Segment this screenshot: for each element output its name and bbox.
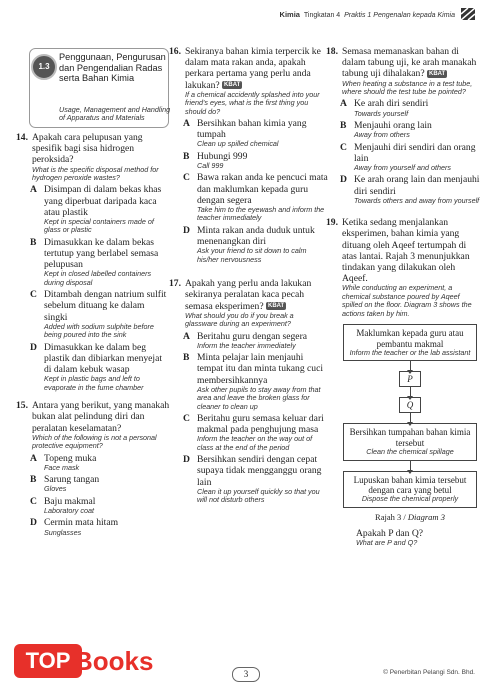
option-text: Disimpan di dalam bekas khas yang diperbuat daripada kaca atau plastik bbox=[44, 184, 162, 218]
question-number: 19. bbox=[326, 217, 338, 229]
option-letter: C bbox=[30, 289, 37, 301]
question-translation: Which of the following is not a personal protective equipment? bbox=[32, 432, 157, 451]
diagram-box-q: Q bbox=[399, 397, 421, 413]
question-18 bbox=[326, 46, 480, 205]
option-text: Beritahu guru dengan segera bbox=[197, 330, 308, 342]
option-letter: A bbox=[30, 452, 37, 464]
section-title: Penggunaan, Pengurusan dan Pengendalian Radas serta Bahan Kimia bbox=[59, 52, 166, 83]
question-text-body: Sekiranya bahan kimia terpercik ke dalam mata rakan anda, apakah perkara pertama yang perlu anda lakukan? bbox=[185, 46, 321, 91]
option-a[interactable] bbox=[183, 331, 328, 351]
option-c[interactable] bbox=[183, 172, 328, 222]
caption-en: Diagram 3 bbox=[407, 511, 445, 522]
option-c[interactable] bbox=[340, 142, 480, 173]
option-text: Ke arah orang lain dan menjauhi diri sendiri bbox=[354, 174, 480, 197]
question-translation: When heating a substance in a test tube, where should the test tube be pointed? bbox=[342, 78, 473, 97]
question-15 bbox=[16, 400, 170, 537]
step-text: Bersihkan tumpahan bahan kimia tersebut bbox=[349, 427, 471, 448]
option-a[interactable] bbox=[30, 453, 170, 473]
option-text: Minta pelajar lain menjauhi tempat itu dan minta tukang cuci membersihkannya bbox=[197, 352, 324, 386]
option-text: Sarung tangan bbox=[44, 474, 100, 486]
option-text: Bawa rakan anda ke pencuci mata dan maklumkan kepada guru dengan segera bbox=[197, 172, 328, 206]
option-translation: Gloves bbox=[44, 484, 67, 494]
option-text: Bersihkan sendiri dengan cepat supaya tidak mengganggu orang lain bbox=[197, 454, 322, 488]
option-letter: A bbox=[340, 98, 347, 110]
option-translation: Clean up spilled chemical bbox=[197, 139, 279, 149]
option-text: Bersihkan bahan kimia yang tumpah bbox=[197, 118, 307, 141]
down-arrow-icon bbox=[410, 461, 411, 471]
option-translation: Clean it up yourself quickly so that you will not disturb others bbox=[197, 486, 320, 505]
option-letter: D bbox=[30, 341, 37, 353]
option-text: Ditambah dengan natrium sulfit sebelum dituang ke dalam singki bbox=[44, 289, 167, 323]
question-prompt: Apakah P dan Q? bbox=[356, 527, 424, 539]
option-text: Menjauhi diri sendiri dan orang lain bbox=[354, 141, 476, 164]
page-number: 3 bbox=[232, 667, 260, 682]
option-d[interactable] bbox=[340, 174, 480, 205]
option-letter: D bbox=[340, 174, 347, 186]
diagram-step-inform bbox=[343, 324, 477, 361]
section-number-badge: 1.3 bbox=[31, 54, 57, 80]
step-translation: Clean the chemical spillage bbox=[366, 447, 454, 457]
question-translation: What should you do if you break a glassware during an experiment? bbox=[185, 310, 294, 329]
option-letter: B bbox=[183, 352, 190, 364]
option-letter: C bbox=[30, 495, 37, 507]
option-b[interactable] bbox=[183, 352, 328, 411]
question-number: 16. bbox=[169, 46, 181, 57]
option-translation: Sunglasses bbox=[44, 527, 82, 537]
question-text bbox=[342, 46, 480, 80]
question-text: Apakah cara pelupusan yang spesifik bagi sisa hidrogen peroksida? bbox=[32, 132, 143, 166]
option-translation: Away from yourself and others bbox=[354, 163, 451, 173]
topbooks-logo bbox=[14, 640, 156, 682]
option-d[interactable] bbox=[183, 225, 328, 264]
option-d[interactable] bbox=[30, 342, 170, 392]
question-17 bbox=[169, 278, 328, 505]
option-text: Minta rakan anda duduk untuk menenangkan diri bbox=[197, 224, 315, 248]
option-letter: B bbox=[30, 474, 37, 486]
option-b[interactable] bbox=[340, 120, 480, 140]
question-14 bbox=[16, 132, 170, 392]
option-letter: B bbox=[30, 236, 37, 248]
diagram-step-dispose bbox=[343, 471, 477, 508]
option-text: Topeng muka bbox=[44, 452, 97, 464]
option-translation: Inform the teacher immediately bbox=[197, 340, 296, 350]
section-heading bbox=[29, 48, 169, 128]
question-number: 14. bbox=[16, 132, 28, 143]
option-translation: Away from others bbox=[354, 130, 410, 140]
option-letter: C bbox=[183, 412, 190, 424]
option-translation: Kept in special containers made of glass or plastic bbox=[44, 217, 154, 235]
option-text: Baju makmal bbox=[44, 495, 96, 507]
option-letter: C bbox=[340, 141, 347, 153]
option-b[interactable] bbox=[30, 237, 170, 287]
caption-ms: Rajah 3 / bbox=[375, 511, 406, 522]
option-a[interactable] bbox=[30, 184, 170, 234]
question-number: 18. bbox=[326, 46, 338, 57]
question-text bbox=[185, 46, 328, 91]
option-c[interactable] bbox=[30, 496, 170, 516]
page-header bbox=[0, 8, 495, 24]
option-d[interactable] bbox=[183, 454, 328, 504]
down-arrow-icon bbox=[410, 387, 411, 397]
option-translation: Kept in closed labelled containers during disposal bbox=[44, 269, 152, 287]
option-text: Ke arah diri sendiri bbox=[354, 98, 429, 110]
question-text: Ketika sedang menjalankan eksperimen, bahan kimia yang dituang oleh Aqeef tertumpah di atas lantai. Rajah 3 menunjukkan tindakan yang dilakukan oleh Aqeef. bbox=[342, 217, 470, 285]
question-translation: If a chemical accidently splashed into your friend's eyes, what is the first thing you should do? bbox=[185, 89, 320, 116]
question-number: 17. bbox=[169, 278, 181, 290]
option-translation: Laboratory coat bbox=[44, 505, 94, 515]
option-d[interactable] bbox=[30, 517, 170, 537]
column-right bbox=[326, 46, 480, 555]
option-letter: A bbox=[183, 330, 190, 342]
question-prompt-translation: What are P and Q? bbox=[356, 537, 418, 547]
question-number: 15. bbox=[16, 400, 28, 412]
option-translation: Call 999 bbox=[197, 161, 224, 171]
option-translation: Kept in plastic bags and left to evaporate in the fume chamber bbox=[44, 374, 144, 392]
diagram-caption bbox=[340, 512, 480, 522]
down-arrow-icon bbox=[410, 361, 411, 371]
kbat-badge: KBAT bbox=[268, 303, 285, 310]
step-text: Maklumkan kepada guru atau pembantu makmal bbox=[356, 328, 464, 349]
option-text: Beritahu guru semasa keluar dari makmal pada penghujung masa bbox=[197, 412, 324, 436]
question-16 bbox=[169, 46, 328, 264]
kbat-badge: KBAT bbox=[224, 82, 241, 89]
step-text: Lupuskan bahan kimia tersebut dengan cara yang betul bbox=[353, 474, 467, 495]
option-letter: D bbox=[183, 454, 190, 466]
option-c[interactable] bbox=[30, 289, 170, 339]
option-letter: B bbox=[340, 120, 347, 132]
stripes-icon bbox=[461, 8, 475, 20]
option-text: Dimasukkan ke dalam beg plastik dan dibiarkan menyejat di dalam kebuk wasap bbox=[44, 341, 163, 376]
option-text: Menjauhi orang lain bbox=[354, 120, 432, 132]
option-a[interactable] bbox=[340, 98, 480, 118]
option-letter: D bbox=[30, 517, 37, 529]
header-subject: Kimia bbox=[279, 10, 300, 19]
question-translation: While conducting an experiment, a chemical substance poured by Aqeef spilled on the floor. Diagram 3 shows the actions taken by him. bbox=[342, 283, 472, 318]
diagram-box-p: P bbox=[399, 371, 421, 387]
question-text: Antara yang berikut, yang manakah bukan alat pelindung diri dan peralatan keselamatan? bbox=[32, 400, 170, 434]
option-letter: D bbox=[183, 224, 190, 236]
option-letter: C bbox=[183, 172, 190, 184]
header-chapter: Praktis 1 Pengenalan kepada Kimia bbox=[344, 12, 455, 19]
logo-top: TOP bbox=[14, 644, 82, 678]
option-translation: Ask your friend to sit down to calm his/her nervousness bbox=[197, 246, 307, 264]
step-translation: Inform the teacher or the lab assistant bbox=[349, 347, 471, 357]
step-translation: Dispose the chemical properly bbox=[361, 494, 459, 504]
option-translation: Inform the teacher on the way out of class at the end of the period bbox=[197, 434, 313, 452]
header-text bbox=[280, 10, 455, 19]
option-a[interactable] bbox=[183, 118, 328, 149]
question-text bbox=[185, 278, 328, 312]
option-c[interactable] bbox=[183, 413, 328, 452]
option-letter: A bbox=[183, 118, 190, 130]
diagram-3 bbox=[340, 324, 480, 522]
question-text-body: Apakah yang perlu anda lakukan sekiranya peralatan kaca pecah semasa eksperimen? bbox=[185, 278, 312, 312]
option-letter: B bbox=[183, 150, 190, 162]
option-translation: Ask other pupils to stay away from that area and leave the broken glass for cleaner to clean up bbox=[197, 384, 321, 411]
option-translation: Towards yourself bbox=[354, 108, 409, 118]
option-b[interactable] bbox=[183, 151, 328, 171]
diagram-step-clean bbox=[343, 423, 477, 460]
column-left bbox=[16, 132, 170, 545]
header-form: Tingkatan 4 bbox=[303, 12, 341, 19]
option-text: Dimasukkan ke dalam bekas tertutup yang berlabel semasa pelupusan bbox=[44, 236, 159, 271]
option-b[interactable] bbox=[30, 474, 170, 494]
option-text: Cermin mata hitam bbox=[44, 517, 119, 529]
option-text: Hubungi 999 bbox=[197, 150, 248, 162]
question-text-body: Semasa memanaskan bahan di dalam tabung uji, ke arah manakah tabung uji dihalakan? bbox=[342, 46, 477, 80]
down-arrow-icon bbox=[410, 413, 411, 423]
option-translation: Face mask bbox=[44, 462, 80, 472]
option-translation: Take him to the eyewash and inform the teacher immediately bbox=[197, 205, 325, 223]
question-19 bbox=[326, 217, 480, 547]
publisher-credit: © Penerbitan Pelangi Sdn. Bhd. bbox=[383, 669, 475, 676]
column-middle bbox=[169, 46, 328, 513]
question-translation: What is the specific disposal method for hydrogen peroxide wastes? bbox=[32, 164, 159, 183]
option-translation: Added with sodium sulphite before being poured into the sink bbox=[44, 321, 154, 340]
section-subtitle: Usage, Management and Handling of Apparatus and Materials bbox=[59, 105, 171, 123]
option-translation: Towards others and away from yourself bbox=[354, 195, 480, 205]
kbat-badge: KBAT bbox=[429, 71, 446, 78]
option-letter: A bbox=[30, 184, 37, 196]
logo-books: Books bbox=[74, 646, 154, 676]
